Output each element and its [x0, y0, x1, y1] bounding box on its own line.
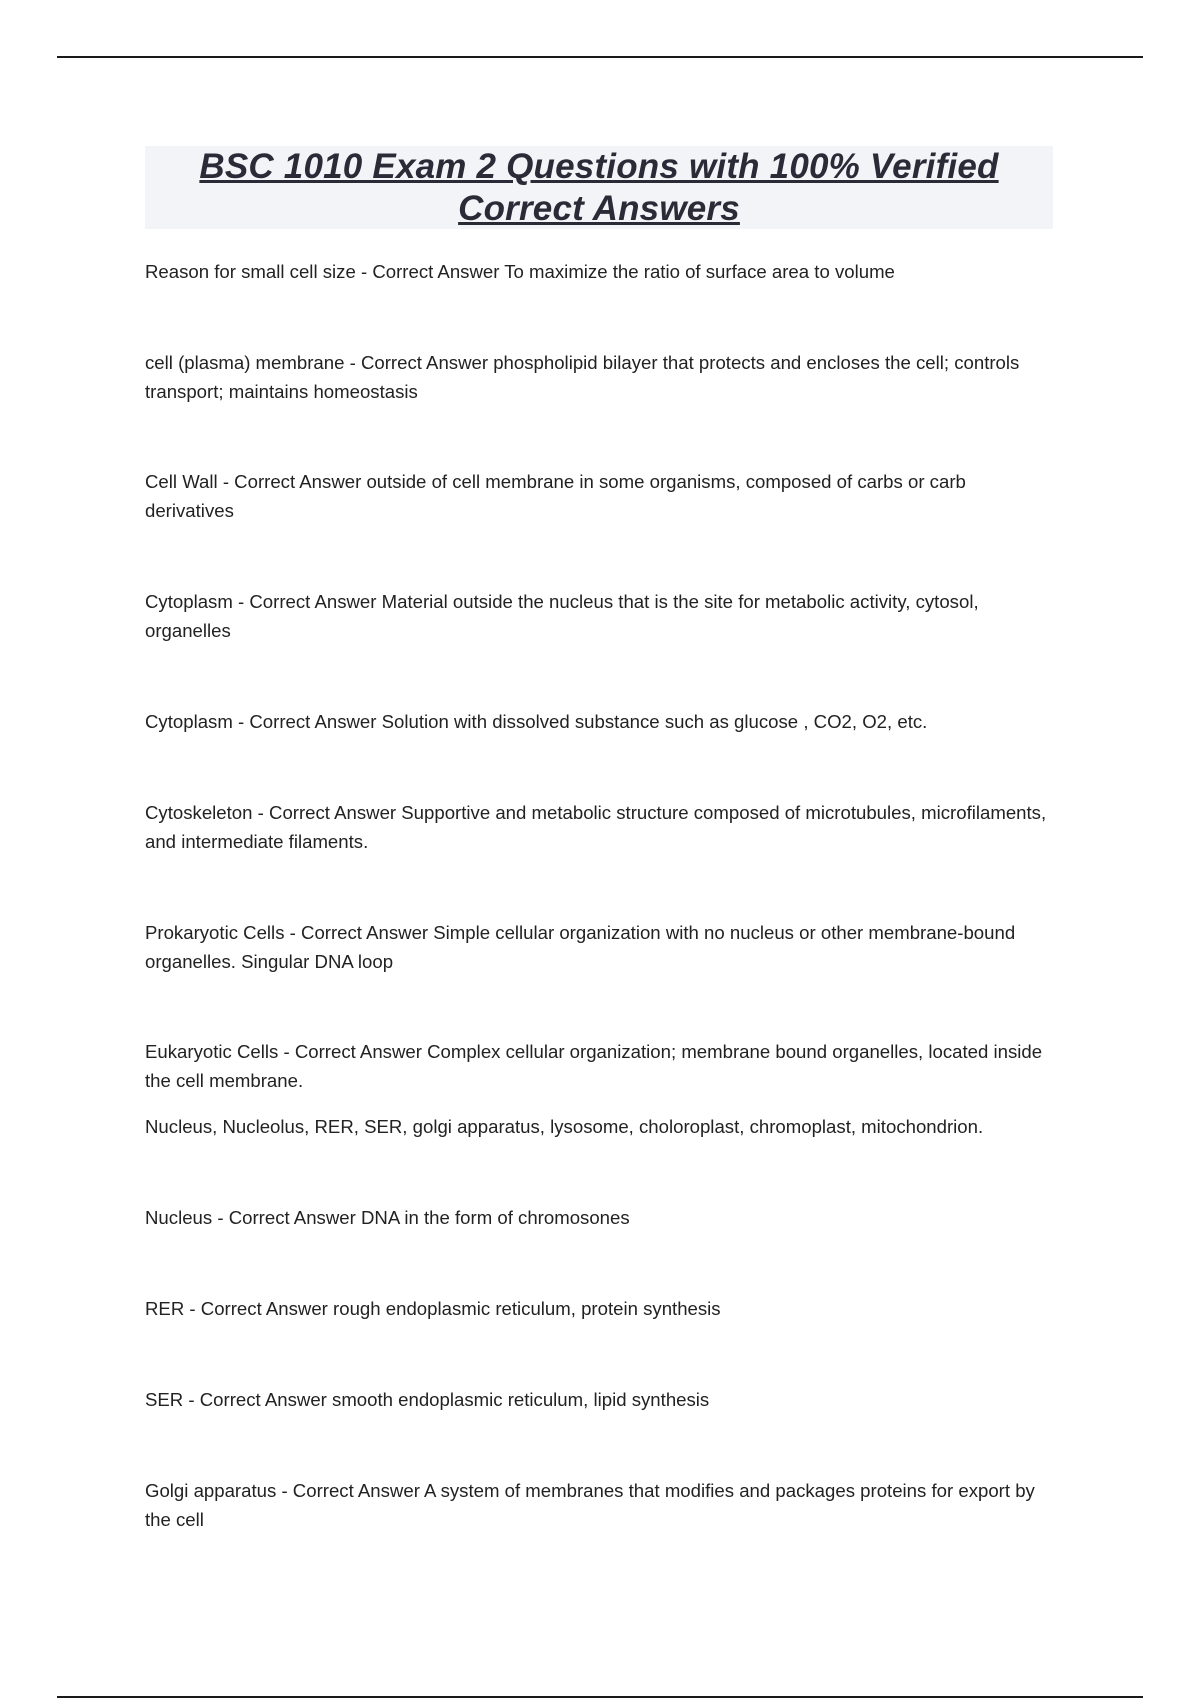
title-line-2: Correct Answers — [458, 189, 740, 228]
qa-entry: RER - Correct Answer rough endoplasmic reticulum, protein synthesis — [145, 1298, 721, 1319]
top-rule — [57, 56, 1143, 58]
qa-entry: Cytoplasm - Correct Answer Material outside the nucleus that is the site for metabolic activity, cytosol, organelles — [145, 591, 979, 641]
bottom-rule — [57, 1696, 1143, 1698]
qa-entry: Reason for small cell size - Correct Answer To maximize the ratio of surface area to volume — [145, 261, 895, 282]
title-line-1: BSC 1010 Exam 2 Questions with 100% Verified — [199, 147, 999, 186]
qa-entry: Nucleus - Correct Answer DNA in the form of chromosones — [145, 1207, 630, 1228]
qa-entry: Cytoskeleton - Correct Answer Supportive and metabolic structure composed of microtubules, microfilaments, and intermediate filaments. — [145, 802, 1047, 852]
qa-entry: Eukaryotic Cells - Correct Answer Complex cellular organization; membrane bound organelles, located inside the cell membrane. — [145, 1041, 1043, 1091]
qa-entry: Golgi apparatus - Correct Answer A system of membranes that modifies and packages proteins for export by the cell — [145, 1480, 1035, 1530]
qa-entry: Nucleus, Nucleolus, RER, SER, golgi apparatus, lysosome, choloroplast, chromoplast, mitochondrion. — [145, 1116, 984, 1137]
title-banner — [145, 146, 1053, 229]
qa-entry: Cytoplasm - Correct Answer Solution with dissolved substance such as glucose , CO2, O2, etc. — [145, 711, 928, 732]
page-title — [145, 146, 1053, 230]
qa-entry: SER - Correct Answer smooth endoplasmic reticulum, lipid synthesis — [145, 1389, 710, 1410]
qa-entry: cell (plasma) membrane - Correct Answer phospholipid bilayer that protects and encloses the cell; controls transport; maintains homeostasis — [145, 352, 1020, 402]
qa-entry: Cell Wall - Correct Answer outside of cell membrane in some organisms, composed of carbs or carb derivatives — [145, 471, 966, 521]
qa-entry: Prokaryotic Cells - Correct Answer Simple cellular organization with no nucleus or other membrane-bound organelles. Singular DNA loop — [145, 922, 1016, 972]
